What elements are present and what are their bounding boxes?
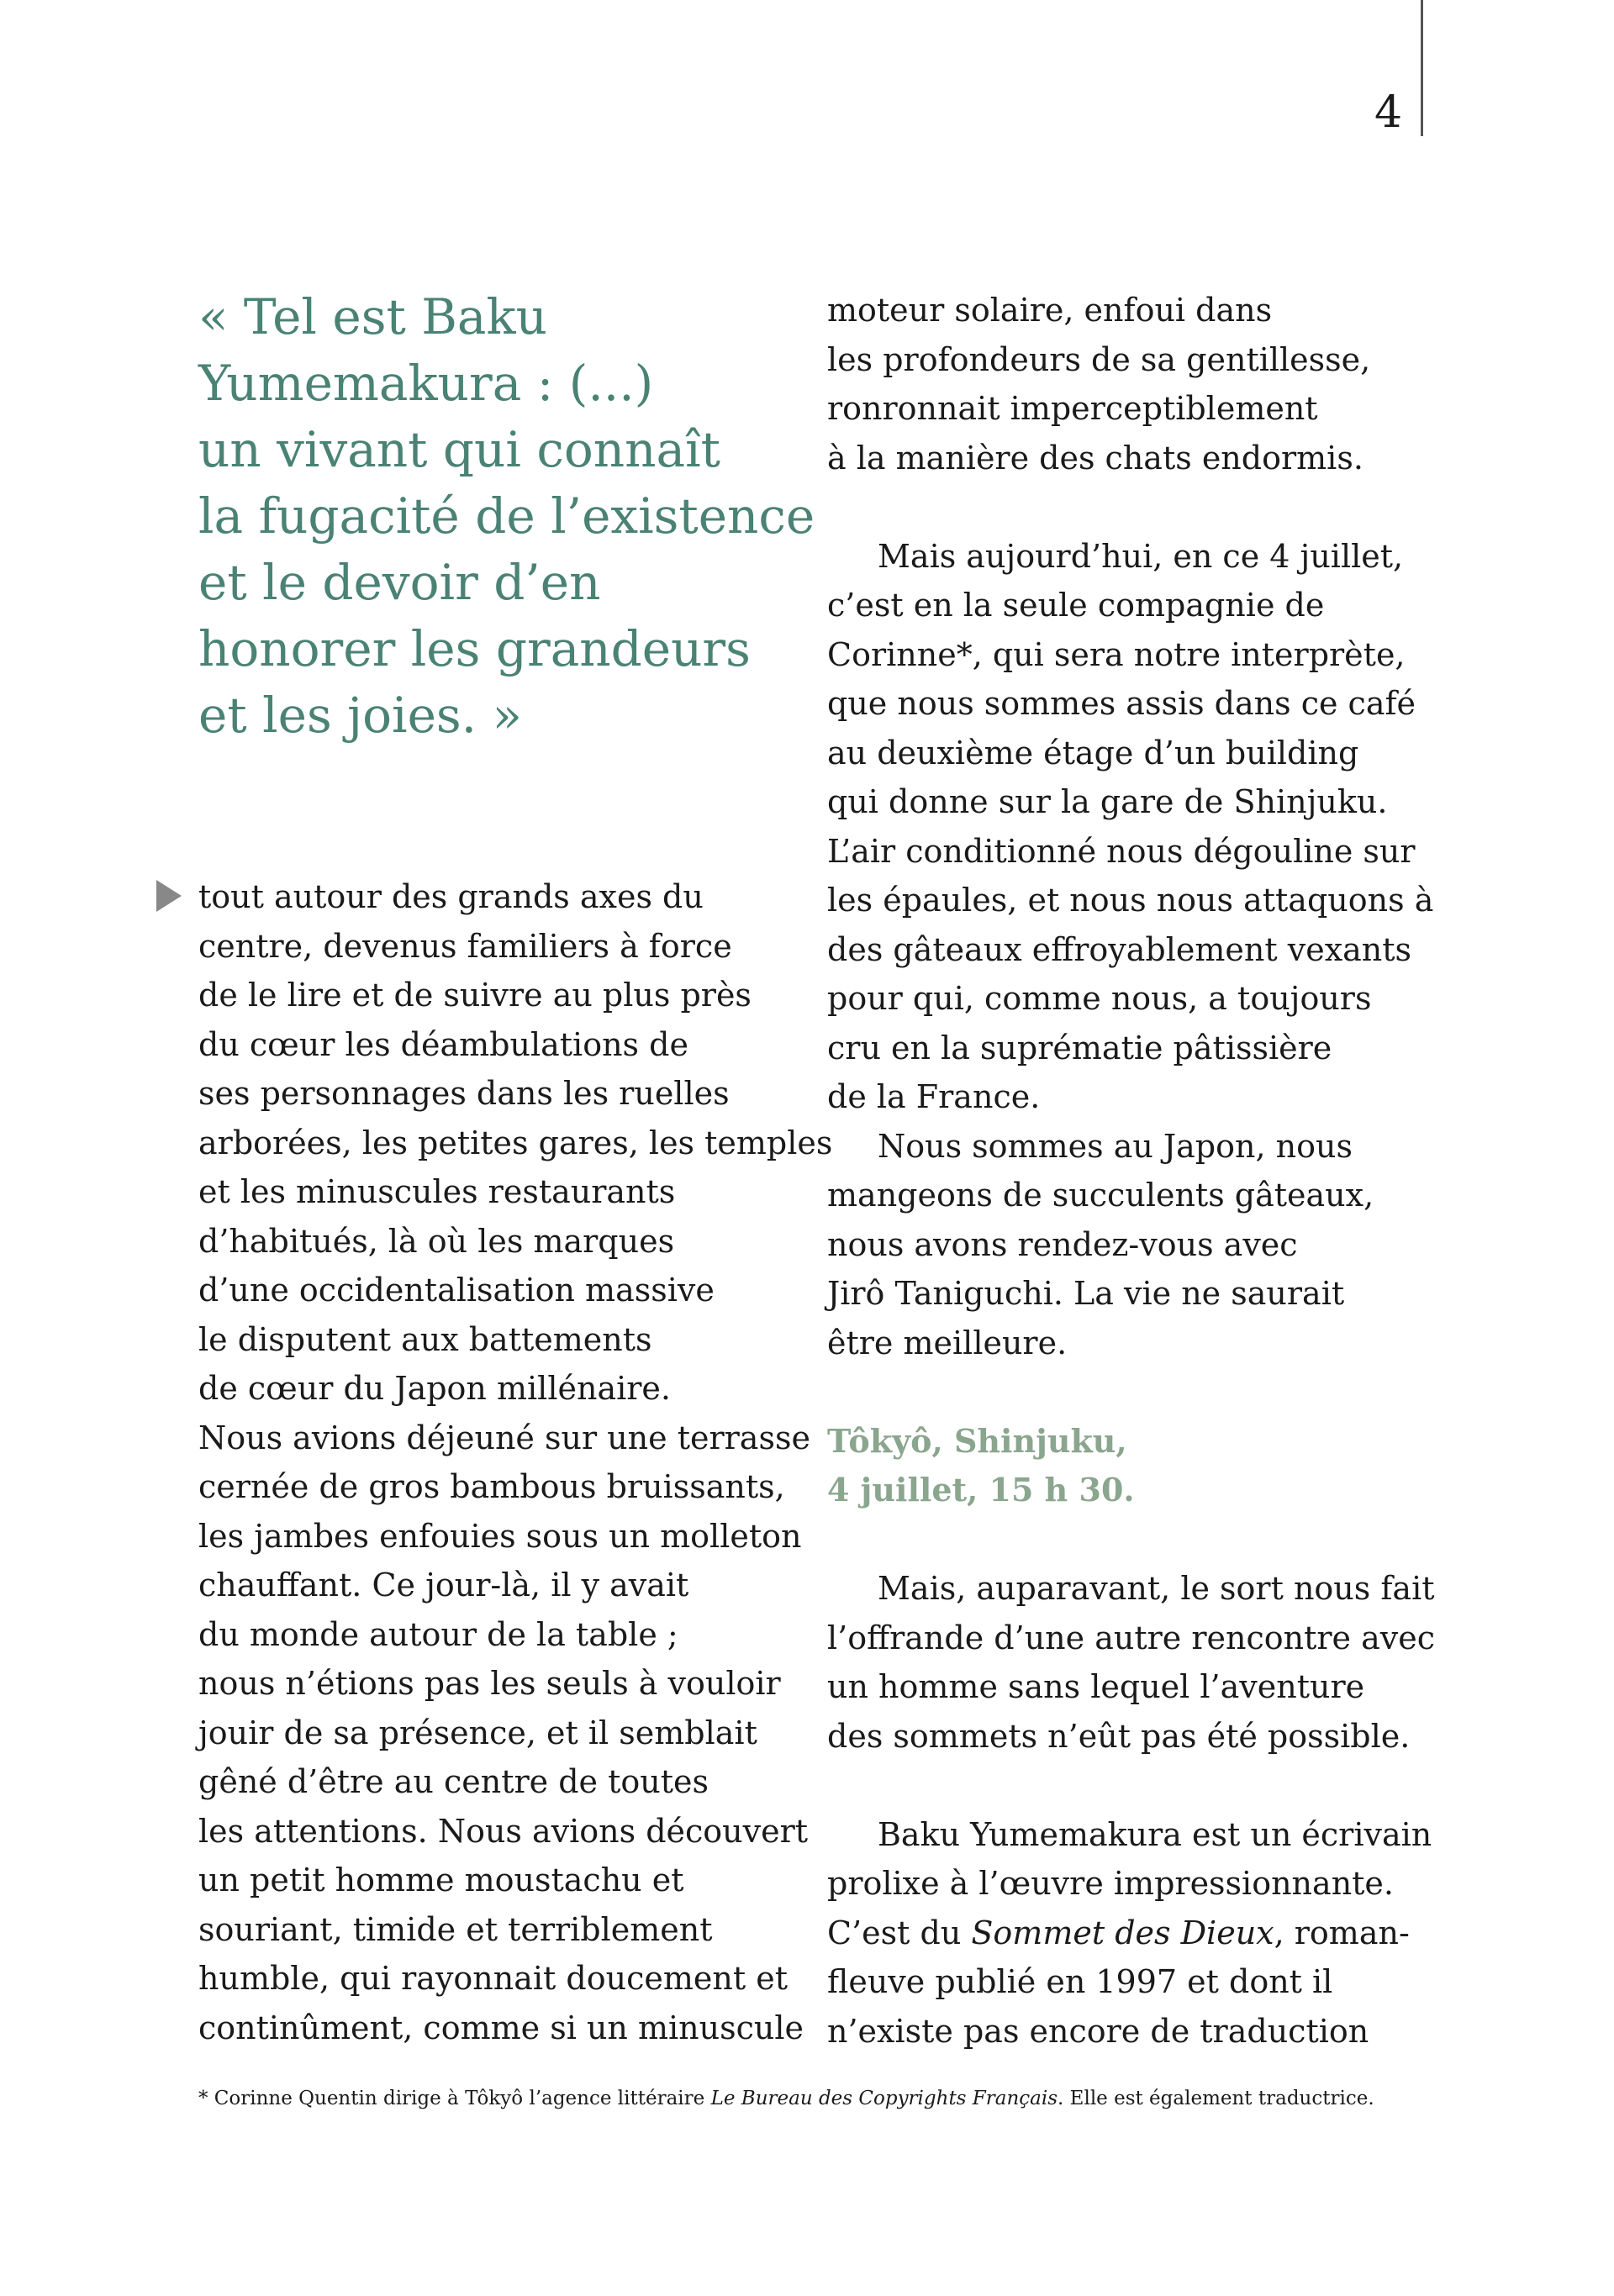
footnote (198, 2086, 1374, 2111)
text-line: cernée de gros bambous bruissants, (198, 1468, 785, 1505)
quote-line: et le devoir d’en (198, 554, 601, 611)
text-line: Corinne*, qui sera notre interprète, (827, 635, 1406, 673)
text-line: des gâteaux effroyablement vexants (827, 930, 1412, 968)
section-heading: Tôkyô, Shinjuku, (827, 1421, 1127, 1460)
text-line: humble, qui rayonnait doucement et (198, 1960, 788, 1997)
text-line: qui donne sur la gare de Shinjuku. (827, 783, 1388, 820)
text-line: Baku Yumemakura est un écrivain (878, 1815, 1432, 1853)
right-column (827, 286, 1435, 2056)
header-rule (1421, 0, 1423, 136)
text-line: ses personnages dans les ruelles (198, 1075, 730, 1112)
quote-line: honorer les grandeurs (198, 620, 751, 677)
text-line: au deuxième étage d’un building (827, 734, 1359, 771)
quote-line: Yumemakura : (...) (198, 355, 654, 412)
footnote-text: * Corinne Quentin dirige à Tôkyô l’agence littéraire (198, 2088, 711, 2109)
continuation-arrow-icon (156, 880, 182, 912)
text-line: gêné d’être au centre de toutes (198, 1763, 709, 1800)
text-line: fleuve publié en 1997 et dont il (827, 1963, 1333, 2000)
text-line: nous n’étions pas les seuls à vouloir (198, 1665, 781, 1702)
pull-quote (198, 284, 837, 749)
quote-line: et les joies. » (198, 687, 523, 744)
text-line: de cœur du Japon millénaire. (198, 1370, 671, 1407)
text-line: moteur solaire, enfoui dans (827, 292, 1273, 329)
text-line: Jirô Taniguchi. La vie ne saurait (827, 1275, 1345, 1312)
text-line: mangeons de succulents gâteaux, (827, 1177, 1374, 1214)
text-line: continûment, comme si un minuscule (198, 2009, 804, 2046)
text-line: un homme sans lequel l’aventure (827, 1668, 1365, 1705)
text-line: les attentions. Nous avions découvert (198, 1812, 809, 1850)
text-line: Mais aujourd’hui, en ce 4 juillet, (878, 537, 1404, 575)
text-line: pour qui, comme nous, a toujours (827, 980, 1372, 1017)
text-line: centre, devenus familiers à force (198, 927, 732, 965)
quote-line: un vivant qui connaît (198, 421, 720, 478)
text-line: les profondeurs de sa gentillesse, (827, 340, 1371, 378)
text-line: Mais, auparavant, le sort nous fait (878, 1570, 1435, 1607)
paragraph-gap (827, 1761, 1435, 1810)
book-title: Sommet des Dieux (971, 1914, 1274, 1951)
text-line: prolixe à l’œuvre impressionnante. (827, 1865, 1394, 1902)
text-line: du monde autour de la table ; (198, 1615, 678, 1653)
paragraph-gap (827, 1515, 1435, 1565)
text-line: Nous avions déjeuné sur une terrasse (198, 1419, 810, 1456)
section-heading: 4 juillet, 15 h 30. (827, 1471, 1135, 1509)
text-line: l’offrande d’une autre rencontre avec (827, 1619, 1436, 1656)
text-line: d’une occidentalisation massive (198, 1272, 715, 1309)
footnote-text: . Elle est également traductrice. (1058, 2088, 1374, 2109)
text-line: cru en la suprématie pâtissière (827, 1029, 1332, 1066)
text-line: d’habitués, là où les marques (198, 1222, 675, 1260)
text-line: souriant, timide et terriblement (198, 1910, 713, 1948)
text-line: être meilleure. (827, 1324, 1068, 1361)
left-column (198, 872, 832, 2052)
paragraph-gap (827, 1367, 1435, 1417)
text-line: de le lire et de suivre au plus près (198, 977, 752, 1014)
text-line: tout autour des grands axes du (198, 878, 704, 915)
text-line: L’air conditionné nous dégouline sur (827, 832, 1416, 870)
text-span: , roman- (1274, 1914, 1410, 1951)
text-line: n’existe pas encore de traduction (827, 2012, 1369, 2050)
quote-line: « Tel est Baku (198, 288, 547, 345)
page-number: 4 (1374, 87, 1403, 138)
quote-line: la fugacité de l’existence (198, 487, 815, 545)
text-span: C’est du (827, 1914, 972, 1951)
text-line: chauffant. Ce jour-là, il y avait (198, 1567, 689, 1604)
text-line: c’est en la seule compagnie de (827, 587, 1325, 624)
text-line: du cœur les déambulations de (198, 1025, 688, 1063)
text-line: de la France. (827, 1078, 1041, 1115)
text-line: jouir de sa présence, et il semblait (198, 1714, 757, 1751)
text-line: à la manière des chats endormis. (827, 439, 1363, 477)
text-line: que nous sommes assis dans ce café (827, 685, 1416, 722)
footnote-title: Le Bureau des Copyrights Français (710, 2088, 1058, 2109)
paragraph-gap (827, 482, 1435, 532)
text-line: arborées, les petites gares, les temples (198, 1124, 833, 1161)
text-line: ronronnait imperceptiblement (827, 390, 1318, 427)
text-line: et les minuscules restaurants (198, 1173, 676, 1210)
text-line: des sommets n’eût pas été possible. (827, 1717, 1411, 1755)
text-line: un petit homme moustachu et (198, 1862, 684, 1898)
text-line: Nous sommes au Japon, nous (878, 1127, 1353, 1165)
text-line (827, 1909, 1435, 1958)
text-line: le disputent aux battements (198, 1320, 652, 1358)
text-line: nous avons rendez-vous avec (827, 1225, 1298, 1263)
text-line: les jambes enfouies sous un molleton (198, 1517, 802, 1555)
text-line: les épaules, et nous nous attaquons à (827, 882, 1434, 919)
